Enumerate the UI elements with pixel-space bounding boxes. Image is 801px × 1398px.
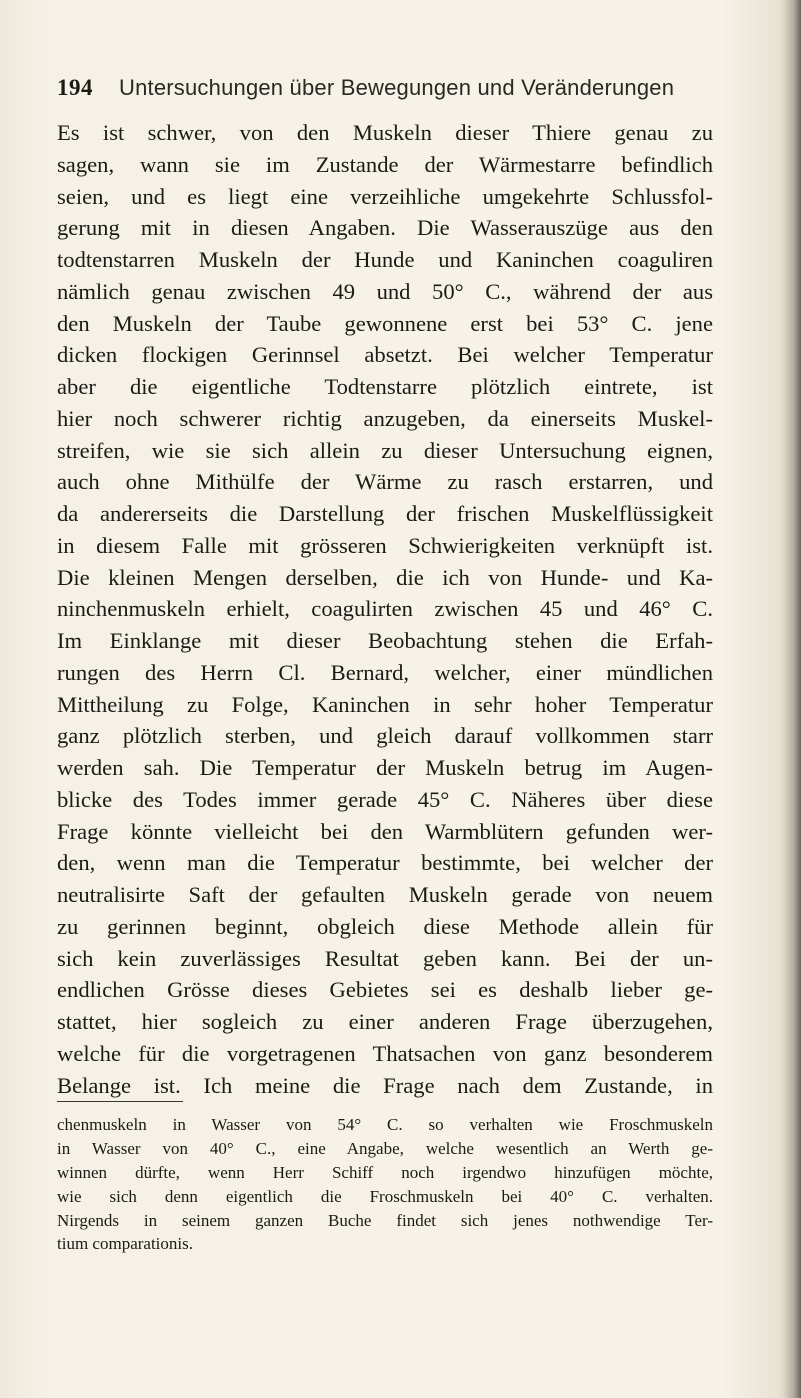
body-line: in diesem Falle mit grösseren Schwierigkeiten verknüpft ist. bbox=[57, 532, 713, 558]
body-line: da andererseits die Darstellung der frischen Muskelflüssigkeit bbox=[57, 501, 713, 526]
body-line: Die kleinen Mengen derselben, die ich von Hunde- und Ka- bbox=[57, 564, 713, 590]
body-line: todtenstarren Muskeln der Hunde und Kaninchen coaguliren bbox=[57, 247, 713, 272]
body-line: blicke des Todes immer gerade 45° C. Näheres über diese bbox=[57, 786, 713, 812]
body-line: streifen, wie sie sich allein zu dieser Untersuchung eignen, bbox=[57, 437, 713, 463]
body-line: hier noch schwerer richtig anzugeben, da einerseits Muskel- bbox=[57, 405, 713, 431]
body-line: Im Einklange mit dieser Beobachtung stehen die Erfah- bbox=[57, 628, 713, 653]
footnote-line: chenmuskeln in Wasser von 54° C. so verhalten wie Froschmuskeln bbox=[57, 1115, 713, 1134]
body-line: endlichen Grösse dieses Gebietes sei es deshalb lieber ge- bbox=[57, 977, 713, 1003]
body-line: den Muskeln der Taube gewonnene erst bei 53° C. jene bbox=[57, 310, 713, 336]
page-edge-shadow bbox=[783, 0, 801, 1398]
body-line: auch ohne Mithülfe der Wärme zu rasch erstarren, und bbox=[57, 469, 713, 495]
footnote-text bbox=[57, 1113, 713, 1256]
body-line: neutralisirte Saft der gefaulten Muskeln gerade von neuem bbox=[57, 882, 713, 907]
body-line: dicken flockigen Gerinnsel absetzt. Bei welcher Temperatur bbox=[57, 342, 713, 368]
body-line: Mittheilung zu Folge, Kaninchen in sehr hoher Temperatur bbox=[57, 691, 713, 717]
body-line: werden sah. Die Temperatur der Muskeln betrug im Augen- bbox=[57, 755, 713, 780]
footnote-line: in Wasser von 40° C., eine Angabe, welche wesentlich an Werth ge- bbox=[57, 1138, 713, 1158]
body-line: sagen, wann sie im Zustande der Wärmestarre befindlich bbox=[57, 151, 713, 177]
body-line: rungen des Herrn Cl. Bernard, welcher, einer mündlichen bbox=[57, 659, 713, 685]
body-line: gerung mit in diesen Angaben. Die Wasserauszüge aus den bbox=[57, 215, 713, 241]
body-line: Belange ist. Ich meine die Frage nach dem Zustande, in bbox=[57, 1072, 713, 1098]
page-header bbox=[57, 70, 747, 106]
footnote-line: winnen dürfte, wenn Herr Schiff noch irgendwo hinzufügen möchte, bbox=[57, 1162, 713, 1182]
footnote-line: wie sich denn eigentlich die Froschmuskeln bei 40° C. verhalten. bbox=[57, 1186, 713, 1206]
body-line: den, wenn man die Temperatur bestimmte, bei welcher der bbox=[57, 850, 713, 876]
body-line: Frage könnte vielleicht bei den Warmblütern gefunden wer- bbox=[57, 818, 713, 844]
body-line: zu gerinnen beginnt, obgleich diese Methode allein für bbox=[57, 913, 713, 939]
body-line: sich kein zuverlässiges Resultat geben kann. Bei der un- bbox=[57, 945, 713, 971]
body-line: welche für die vorgetragenen Thatsachen von ganz besonderem bbox=[57, 1040, 713, 1066]
running-head: Untersuchungen über Bewegungen und Veränderungen bbox=[119, 75, 675, 100]
body-line: stattet, hier sogleich zu einer anderen Frage überzugehen, bbox=[57, 1009, 713, 1034]
footnote-line: tium comparationis. bbox=[57, 1234, 193, 1254]
body-line: ganz plötzlich sterben, und gleich darauf vollkommen starr bbox=[57, 723, 713, 749]
footnote-divider bbox=[57, 1101, 183, 1102]
footnote-line: Nirgends in seinem ganzen Buche findet sich jenes nothwendige Ter- bbox=[57, 1210, 713, 1230]
body-line: Es ist schwer, von den Muskeln dieser Thiere genau zu bbox=[57, 120, 713, 145]
body-line: nämlich genau zwischen 49 und 50° C., während der aus bbox=[57, 278, 713, 304]
body-line: ninchenmuskeln erhielt, coagulirten zwischen 45 und 46° C. bbox=[57, 596, 713, 622]
body-text bbox=[57, 117, 713, 1101]
body-line: aber die eigentliche Todtenstarre plötzlich eintrete, ist bbox=[57, 374, 713, 399]
page-number: 194 bbox=[57, 75, 93, 100]
body-line: seien, und es liegt eine verzeihliche umgekehrte Schlussfol- bbox=[57, 183, 713, 209]
